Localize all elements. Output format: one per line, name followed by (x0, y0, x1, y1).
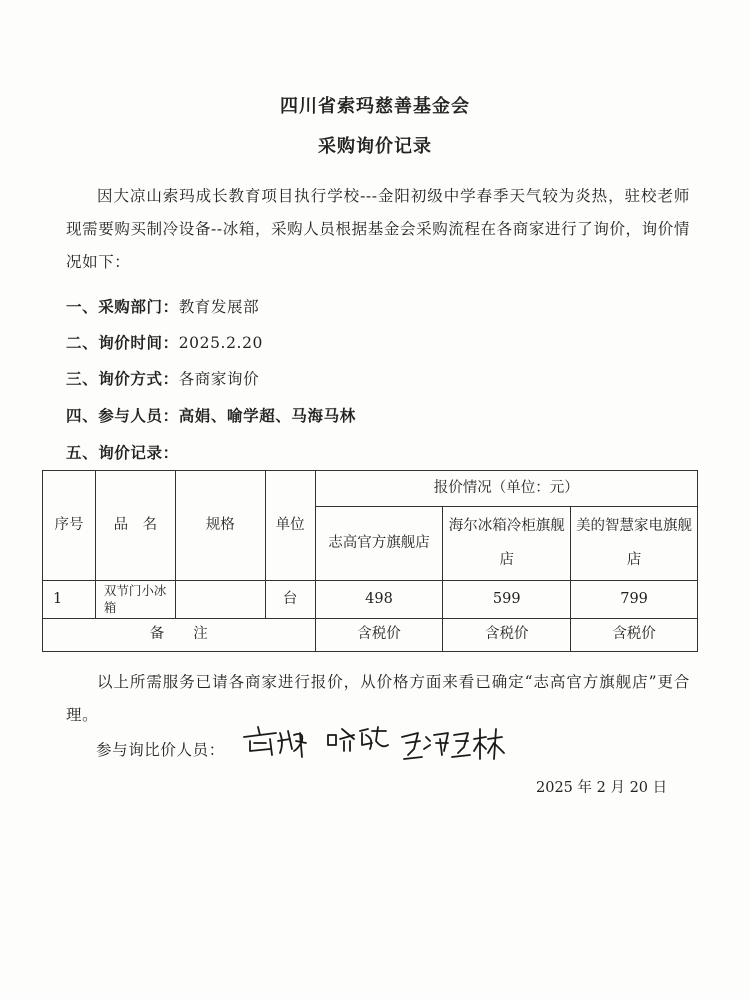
remark-2: 含税价 (443, 619, 571, 652)
table-row (43, 581, 698, 619)
header-vendor-3: 美的智慧家电旗舰店 (571, 507, 698, 581)
header-name: 品 名 (95, 471, 175, 581)
intro-paragraph: 因大凉山索玛成长教育项目执行学校---金阳初级中学春季天气较为炎热，驻校老师现需要购买制冷设备--冰箱，采购人员根据基金会采购流程在各商家进行了询价，询价情况如下： (66, 187, 690, 271)
handwritten-signatures (236, 715, 516, 775)
signature-3 (402, 729, 504, 759)
header-vendor-2: 海尔冰箱冷柜旗舰店 (443, 507, 571, 581)
remark-3: 含税价 (571, 619, 698, 652)
header-quote-group: 报价情况（单位：元） (315, 471, 697, 507)
item-label: 一、采购部门： (66, 298, 179, 316)
header-spec: 规格 (175, 471, 265, 581)
item-label: 三、询价方式： (66, 370, 179, 388)
conclusion-paragraph: 以上所需服务已请各商家进行报价，从价格方面来看已确定“志高官方旗舰店”更合理。 (66, 673, 690, 724)
row-spec (175, 581, 265, 619)
remark-1: 含税价 (315, 619, 443, 652)
header-unit: 单位 (265, 471, 315, 581)
remark-label: 备 注 (43, 619, 316, 652)
item-value: 教育发展部 (178, 298, 260, 316)
signature-1 (244, 727, 306, 757)
signature-2 (328, 727, 388, 751)
row-price-2: 599 (443, 581, 571, 619)
row-price-1: 498 (315, 581, 443, 619)
remark-row (43, 619, 698, 652)
doc-title: 采购询价记录 (318, 136, 432, 157)
inquiry-method (66, 367, 259, 389)
row-price-3: 799 (571, 581, 698, 619)
item-value: 高娟、喻学超、马海马林 (178, 407, 356, 425)
item-value: 各商家询价 (178, 370, 260, 388)
participants (66, 404, 356, 426)
org-title: 四川省索玛慈善基金会 (280, 96, 470, 117)
header-seq: 序号 (43, 471, 96, 581)
inquiry-date (66, 331, 263, 353)
header-vendor-1: 志高官方旗舰店 (315, 507, 443, 581)
inquiry-record-heading (66, 441, 179, 463)
item-label: 二、询价时间： (66, 334, 179, 352)
purchase-department (66, 295, 259, 317)
item-label: 五、询价记录： (66, 444, 179, 462)
row-unit: 台 (265, 581, 315, 619)
participants-label: 参与询比价人员： (96, 741, 225, 759)
row-seq: 1 (43, 581, 96, 619)
quote-table (42, 470, 698, 652)
document-date: 2025 年 2 月 20 日 (536, 780, 668, 796)
row-name: 双节门小冰箱 (95, 581, 175, 619)
item-label: 四、参与人员： (66, 407, 179, 425)
item-value: 2025.2.20 (178, 334, 263, 352)
